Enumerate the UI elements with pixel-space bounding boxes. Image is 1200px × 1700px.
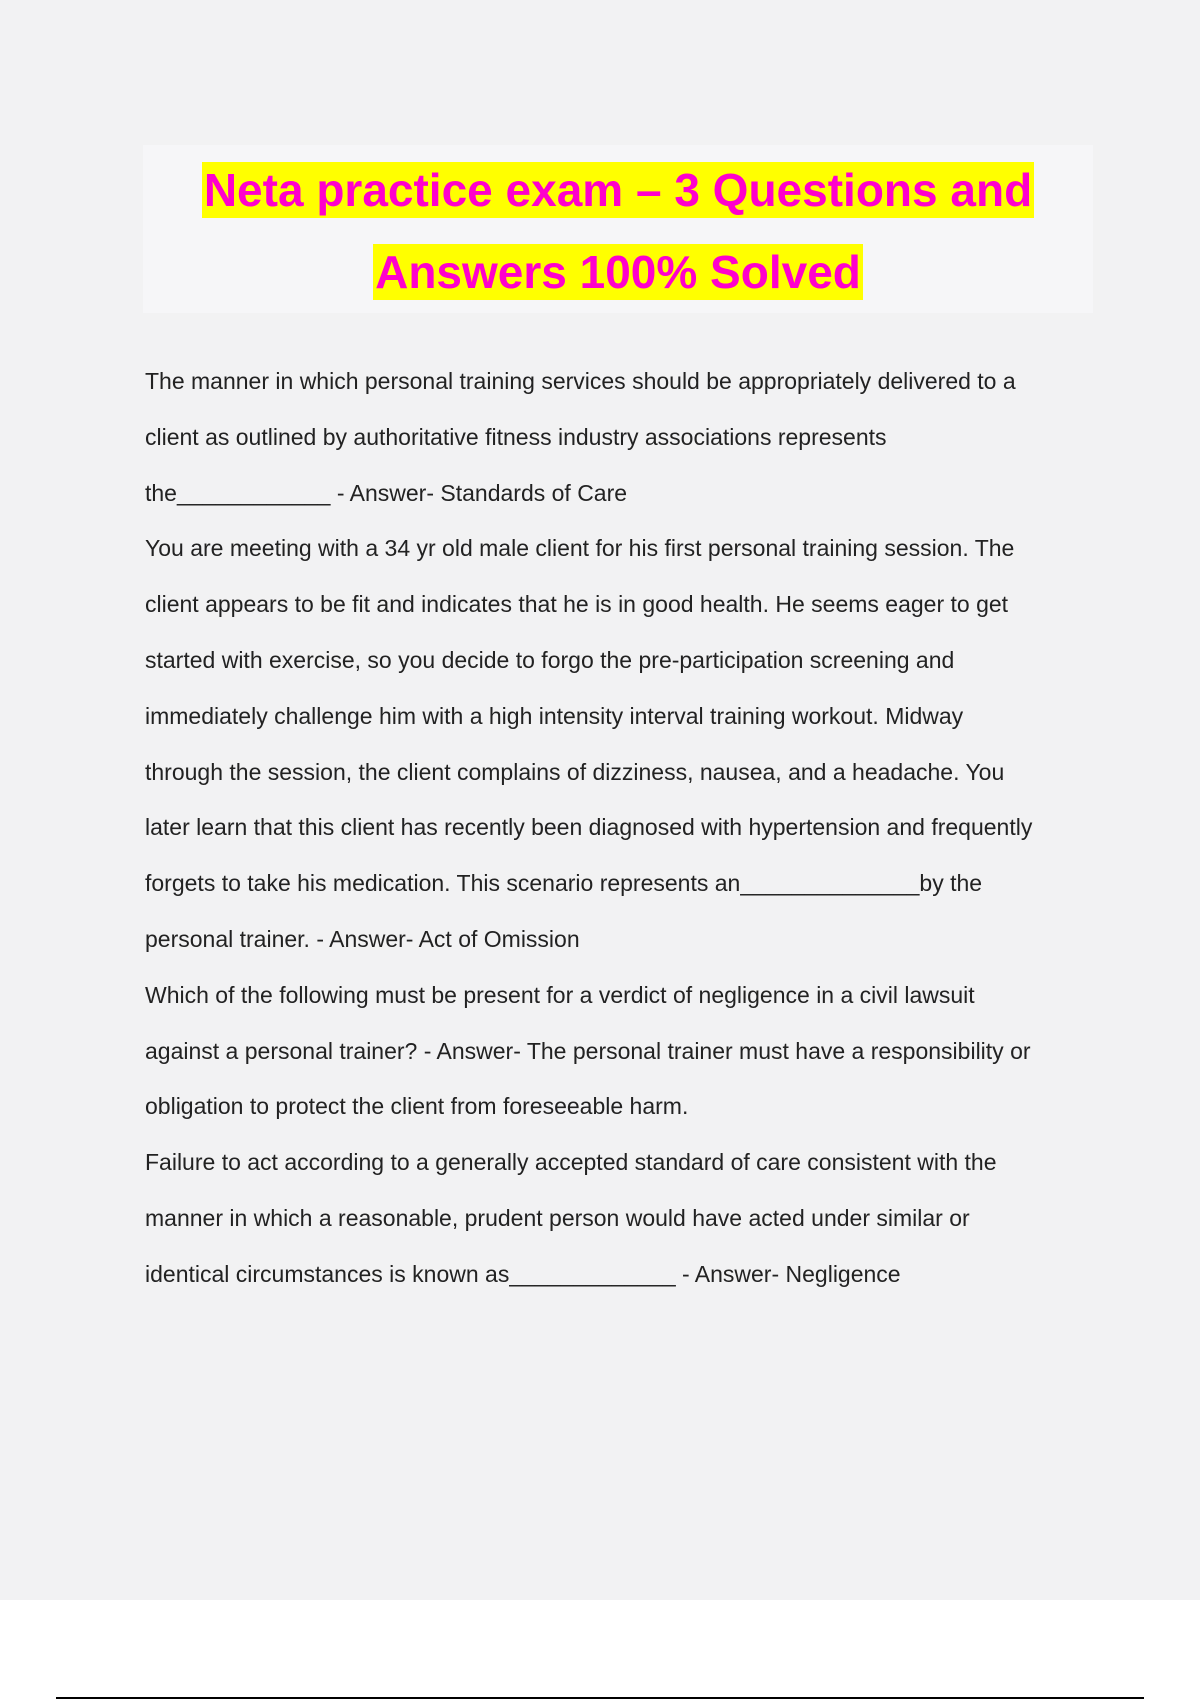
body-line: Failure to act according to a generally accepted standard of care consistent with the [145,1149,997,1176]
body-line: the____________ - Answer- Standards of Care [145,479,628,506]
document-title-part2: Answers 100% Solved [375,246,861,298]
body-line: client appears to be fit and indicates that he is in good health. He seems eager to get [145,591,1009,618]
body-line: later learn that this client has recently been diagnosed with hypertension and frequently [145,814,1033,841]
body-line: forgets to take his medication. This scenario represents an______________by the [145,870,983,897]
document-title-part1: Neta practice exam – 3 Questions and [203,164,1033,216]
body-line: personal trainer. - Answer- Act of Omission [145,925,580,952]
body-line: manner in which a reasonable, prudent person would have acted under similar or [145,1204,970,1231]
body-line: against a personal trainer? - Answer- The personal trainer must have a responsibility or [145,1037,1031,1064]
footer-divider [56,1697,1144,1699]
title-block [143,145,1093,313]
body-line: Which of the following must be present for a verdict of negligence in a civil lawsuit [145,981,975,1008]
body-line: through the session, the client complains of dizziness, nausea, and a headache. You [145,758,1005,785]
body-line: You are meeting with a 34 yr old male client for his first personal training session. The [145,535,1015,562]
body-line: started with exercise, so you decide to forgo the pre-participation screening and [145,646,955,673]
body-line: immediately challenge him with a high intensity interval training workout. Midway [145,702,964,729]
document-body [145,354,1105,1303]
body-line: identical circumstances is known as_____________ - Answer- Negligence [145,1260,901,1287]
title-line-2 [143,231,1093,313]
body-line: The manner in which personal training services should be appropriately delivered to a [145,368,1016,394]
title-line-1 [143,149,1093,231]
body-line: obligation to protect the client from foreseeable harm. [145,1093,689,1120]
body-line: client as outlined by authoritative fitness industry associations represents [145,423,887,450]
